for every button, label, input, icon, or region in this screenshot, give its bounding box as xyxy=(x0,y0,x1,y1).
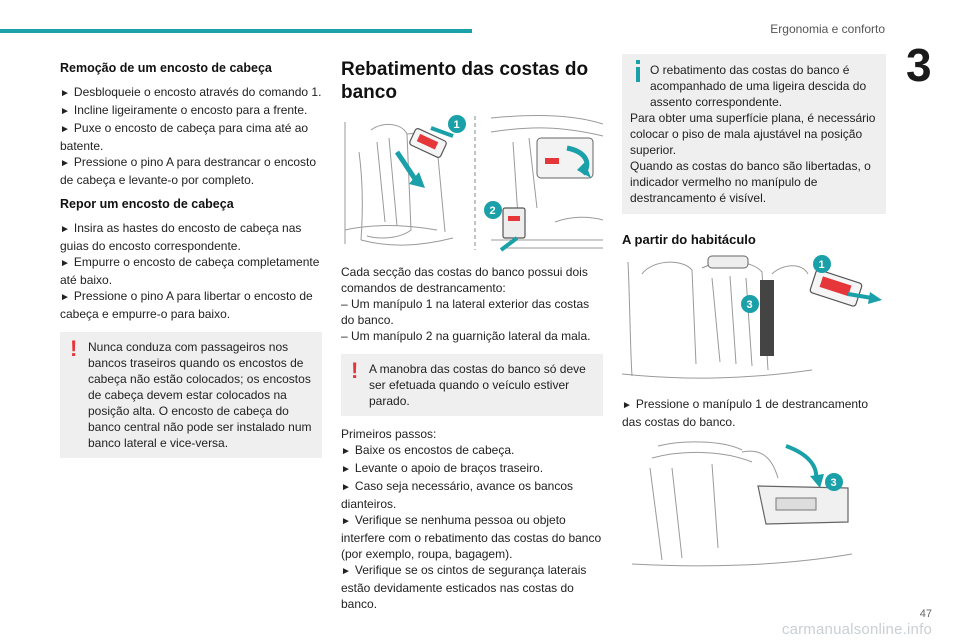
page-number: 47 xyxy=(919,608,932,620)
remove-step: ► Puxe o encosto de cabeça para cima até ao batente. xyxy=(60,120,322,154)
warning-text: Nunca conduza com passageiros nos bancos traseiros quando os encostos de cabeça não estão colocados; os encostos de cabeça devem estar colocados na posição alta. O encosto de cabeça do banco central não pode ser instalado num banco lateral e vice-versa. xyxy=(88,340,312,450)
section-title: Ergonomia e conforto xyxy=(770,22,885,36)
callout-label: 3 xyxy=(830,477,837,489)
callout-label: 2 xyxy=(489,205,496,217)
watermark: carmanualsonline.info xyxy=(781,621,932,638)
seat-fold-illustration xyxy=(622,438,886,568)
remove-step: ► Pressione o pino A para destrancar o encosto de cabeça e levante-o por completo. xyxy=(60,154,322,188)
info-text: Quando as costas do banco são libertadas, o indicador vermelho no manípulo de destrancamento é visível. xyxy=(630,159,871,205)
info-icon xyxy=(636,60,640,82)
callout-label: 1 xyxy=(453,119,460,131)
heading-refit-headrest: Repor um encosto de cabeça xyxy=(60,197,234,211)
column-right xyxy=(622,54,886,568)
warning-text: A manobra das costas do banco só deve ser efetuada quando o veículo estiver parado. xyxy=(369,362,586,408)
info-text: Para obter uma superfície plana, é necessário colocar o piso de mala ajustável na posição superior. xyxy=(630,111,876,157)
heading-remove-headrest: Remoção de um encosto de cabeça xyxy=(60,61,272,75)
header-accent-bar xyxy=(0,29,472,33)
warning-box xyxy=(60,332,322,458)
first-step: ► Baixe os encostos de cabeça. xyxy=(341,442,603,460)
heading-from-cabin: A partir do habitáculo xyxy=(622,232,756,247)
first-step: ► Verifique se os cintos de segurança laterais estão devidamente esticados nas costas do banco. xyxy=(341,562,603,612)
warning-icon: ! xyxy=(70,336,78,361)
control-item: – Um manípulo 2 na guarnição lateral da mala. xyxy=(341,329,591,343)
intro-text: Cada secção das costas do banco possui dois comandos de destrancamento: xyxy=(341,265,588,295)
column-middle xyxy=(341,58,603,612)
page-heading: Rebatimento das costas do banco xyxy=(341,59,589,103)
callout-label: 3 xyxy=(746,299,753,311)
first-steps-label: Primeiros passos: xyxy=(341,427,437,441)
remove-step: ► Desbloqueie o encosto através do comando 1. xyxy=(60,84,322,102)
column-left xyxy=(60,60,322,468)
refit-step: ► Insira as hastes do encosto de cabeça nas guias do encosto correspondente. xyxy=(60,220,322,254)
refit-step: ► Empurre o encosto de cabeça completamente até baixo. xyxy=(60,254,322,288)
first-step: ► Verifique se nenhuma pessoa ou objeto interfere com o rebatimento das costas do banco (por exemplo, roupa, bagagem). xyxy=(341,512,603,562)
first-step: ► Levante o apoio de braços traseiro. xyxy=(341,460,603,478)
control-item: – Um manípulo 1 na lateral exterior das costas do banco. xyxy=(341,297,590,327)
cabin-step: ► Pressione o manípulo 1 de destrancamento das costas do banco. xyxy=(622,396,886,430)
chapter-number: 3 xyxy=(906,39,932,91)
seat-release-illustration xyxy=(341,112,603,254)
remove-step: ► Incline ligeiramente o encosto para a frente. xyxy=(60,102,322,120)
first-step: ► Caso seja necessário, avance os bancos dianteiros. xyxy=(341,478,603,512)
seat-handle-illustration xyxy=(622,254,886,384)
callout-label: 1 xyxy=(818,259,825,271)
info-text: O rebatimento das costas do banco é acompanhado de uma ligeira descida do assento correspondente. xyxy=(650,63,867,109)
warning-icon: ! xyxy=(351,358,359,383)
info-box xyxy=(622,54,886,214)
refit-step: ► Pressione o pino A para libertar o encosto de cabeça e empurre-o para baixo. xyxy=(60,288,322,322)
warning-box xyxy=(341,354,603,416)
